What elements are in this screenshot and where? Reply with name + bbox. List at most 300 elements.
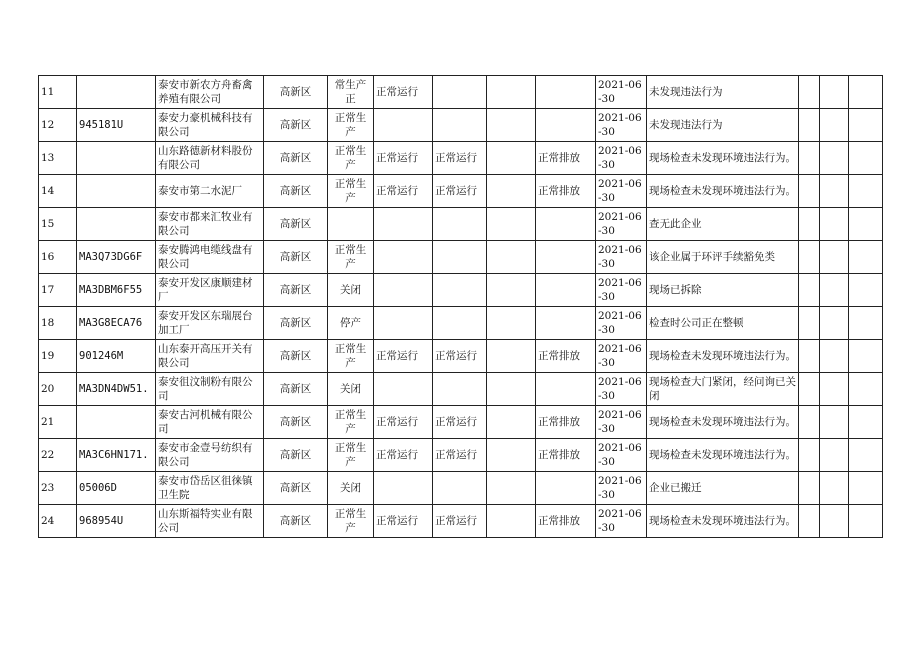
facility-run-cell-2-text: 正常运行: [435, 449, 477, 461]
facility-run-cell-text: 正常运行: [376, 515, 418, 527]
production-state-cell-text: 关闭: [340, 383, 361, 395]
table-row: [39, 307, 883, 340]
facility-run-cell-2-text: 正常运行: [435, 515, 477, 527]
area-cell-text: 高新区: [279, 383, 312, 395]
row-number: [39, 109, 77, 142]
blank-cell: [820, 76, 849, 109]
area-cell-text: 高新区: [279, 251, 312, 263]
credit-code-cell: [77, 76, 156, 109]
facility-run-cell-2: [433, 109, 487, 142]
production-state-cell: [328, 373, 374, 406]
date-cell-text: 2021-06-30: [598, 145, 642, 171]
blank-cell: [799, 142, 820, 175]
emission-cell: [536, 76, 596, 109]
table-row: [39, 76, 883, 109]
area-cell-text: 高新区: [279, 350, 312, 362]
credit-code-cell-text: MA3C6HN171.: [79, 449, 149, 461]
date-cell: [596, 406, 647, 439]
blank-cell: [487, 208, 536, 241]
row-number-text: 20: [41, 383, 55, 395]
production-state-cell: [328, 208, 374, 241]
credit-code-cell-text: MA3DBM6F55: [79, 284, 143, 296]
remark-cell-text: 现场检查未发现环境违法行为。: [649, 449, 796, 461]
blank-cell: [849, 505, 883, 538]
facility-run-cell: [374, 142, 433, 175]
emission-cell: [536, 175, 596, 208]
credit-code-cell: [77, 505, 156, 538]
blank-cell: [487, 472, 536, 505]
production-state-cell-text: 正常生产: [334, 508, 367, 534]
blank-cell: [799, 472, 820, 505]
production-state-cell-text: 正常生产: [334, 343, 367, 369]
credit-code-cell: [77, 274, 156, 307]
date-cell: [596, 175, 647, 208]
date-cell: [596, 109, 647, 142]
facility-run-cell-text: 正常运行: [376, 185, 418, 197]
area-cell-text: 高新区: [279, 317, 312, 329]
emission-cell: [536, 307, 596, 340]
company-name-cell-text: 泰安市都来汇牧业有限公司: [158, 211, 253, 237]
remark-cell: [647, 142, 799, 175]
blank-cell: [849, 373, 883, 406]
facility-run-cell: [374, 439, 433, 472]
facility-run-cell-text: 正常运行: [376, 86, 418, 98]
table-row: [39, 142, 883, 175]
date-cell: [596, 439, 647, 472]
date-cell-text: 2021-06-30: [598, 277, 642, 303]
credit-code-cell-text: MA3Q73DG6F: [79, 251, 143, 263]
table-row: [39, 439, 883, 472]
area-cell: [264, 109, 328, 142]
facility-run-cell-2: [433, 373, 487, 406]
company-name-cell: [156, 175, 264, 208]
date-cell: [596, 472, 647, 505]
row-number-text: 23: [41, 482, 55, 494]
production-state-cell-text: 正常生产: [334, 442, 367, 468]
company-name-cell-text: 山东路德新材料股份有限公司: [158, 145, 253, 171]
blank-cell: [849, 307, 883, 340]
table-body: [39, 76, 883, 538]
blank-cell: [849, 406, 883, 439]
area-cell: [264, 340, 328, 373]
company-name-cell-text: 泰安市金壹号纺织有限公司: [158, 442, 253, 468]
area-cell: [264, 505, 328, 538]
remark-cell-text: 现场检查未发现环境违法行为。: [649, 515, 796, 527]
area-cell-text: 高新区: [279, 152, 312, 164]
blank-cell: [487, 241, 536, 274]
credit-code-cell: [77, 109, 156, 142]
blank-cell: [799, 241, 820, 274]
facility-run-cell-2-text: 正常运行: [435, 416, 477, 428]
area-cell: [264, 208, 328, 241]
row-number: [39, 241, 77, 274]
row-number: [39, 142, 77, 175]
remark-cell-text: 该企业属于环评手续豁免类: [649, 251, 775, 263]
remark-cell: [647, 175, 799, 208]
emission-cell-text: 正常排放: [538, 350, 580, 362]
company-name-cell-text: 泰安市第二水泥厂: [158, 185, 242, 197]
date-cell-text: 2021-06-30: [598, 178, 642, 204]
production-state-cell: [328, 109, 374, 142]
production-state-cell: [328, 175, 374, 208]
credit-code-cell: [77, 406, 156, 439]
production-state-cell: [328, 142, 374, 175]
credit-code-cell: [77, 241, 156, 274]
remark-cell-text: 现场已拆除: [649, 284, 702, 296]
facility-run-cell: [374, 208, 433, 241]
credit-code-cell: [77, 208, 156, 241]
emission-cell-text: 正常排放: [538, 449, 580, 461]
date-cell: [596, 142, 647, 175]
remark-cell-text: 查无此企业: [649, 218, 702, 230]
blank-cell: [487, 340, 536, 373]
row-number: [39, 373, 77, 406]
table-row: [39, 340, 883, 373]
facility-run-cell: [374, 76, 433, 109]
area-cell: [264, 274, 328, 307]
blank-cell: [849, 439, 883, 472]
credit-code-cell-text: MA3G8ECA76: [79, 317, 143, 329]
row-number-text: 19: [41, 350, 55, 362]
blank-cell: [799, 505, 820, 538]
area-cell-text: 高新区: [279, 218, 312, 230]
area-cell: [264, 241, 328, 274]
row-number-text: 11: [41, 86, 55, 98]
company-name-cell: [156, 274, 264, 307]
company-name-cell-text: 泰安市新农方舟畜禽养殖有限公司: [158, 79, 253, 105]
remark-cell-text: 未发现违法行为: [649, 86, 723, 98]
company-name-cell-text: 山东泰开高压开关有限公司: [158, 343, 253, 369]
blank-cell: [487, 274, 536, 307]
row-number-text: 16: [41, 251, 55, 263]
credit-code-cell-text: MA3DN4DW51.: [79, 383, 149, 395]
company-name-cell-text: 泰安开发区康顺建材厂: [158, 277, 253, 303]
date-cell-text: 2021-06-30: [598, 475, 642, 501]
inspection-table: [38, 75, 883, 538]
blank-cell: [849, 241, 883, 274]
blank-cell: [849, 142, 883, 175]
row-number: [39, 307, 77, 340]
blank-cell: [487, 439, 536, 472]
credit-code-cell-text: 968954U: [79, 515, 124, 527]
remark-cell: [647, 241, 799, 274]
row-number: [39, 274, 77, 307]
credit-code-cell-text: 05006D: [79, 482, 117, 494]
row-number: [39, 505, 77, 538]
date-cell-text: 2021-06-30: [598, 442, 642, 468]
facility-run-cell: [374, 175, 433, 208]
blank-cell: [820, 373, 849, 406]
table-row: [39, 406, 883, 439]
credit-code-cell: [77, 307, 156, 340]
company-name-cell-text: 泰安市岱岳区徂徕镇卫生院: [158, 475, 253, 501]
remark-cell: [647, 340, 799, 373]
remark-cell: [647, 76, 799, 109]
blank-cell: [799, 175, 820, 208]
facility-run-cell-2: [433, 241, 487, 274]
blank-cell: [799, 406, 820, 439]
remark-cell: [647, 472, 799, 505]
production-state-cell-text: 关闭: [340, 482, 361, 494]
remark-cell: [647, 274, 799, 307]
area-cell-text: 高新区: [279, 416, 312, 428]
area-cell-text: 高新区: [279, 284, 312, 296]
table-row: [39, 274, 883, 307]
blank-cell: [487, 142, 536, 175]
company-name-cell-text: 泰安徂汶制粉有限公司: [158, 376, 253, 402]
blank-cell: [799, 439, 820, 472]
area-cell-text: 高新区: [279, 482, 312, 494]
area-cell: [264, 373, 328, 406]
company-name-cell: [156, 76, 264, 109]
production-state-cell: [328, 439, 374, 472]
emission-cell-text: 正常排放: [538, 152, 580, 164]
area-cell-text: 高新区: [279, 86, 312, 98]
table-row: [39, 241, 883, 274]
blank-cell: [820, 241, 849, 274]
facility-run-cell: [374, 241, 433, 274]
blank-cell: [799, 340, 820, 373]
date-cell-text: 2021-06-30: [598, 310, 642, 336]
date-cell-text: 2021-06-30: [598, 211, 642, 237]
facility-run-cell-text: 正常运行: [376, 449, 418, 461]
facility-run-cell: [374, 373, 433, 406]
date-cell: [596, 241, 647, 274]
blank-cell: [849, 340, 883, 373]
remark-cell-text: 现场检查大门紧闭，经问询已关闭: [649, 376, 796, 402]
date-cell: [596, 340, 647, 373]
blank-cell: [820, 406, 849, 439]
blank-cell: [820, 472, 849, 505]
blank-cell: [799, 274, 820, 307]
row-number-text: 17: [41, 284, 55, 296]
facility-run-cell-2: [433, 505, 487, 538]
blank-cell: [487, 373, 536, 406]
area-cell: [264, 406, 328, 439]
facility-run-cell: [374, 472, 433, 505]
company-name-cell: [156, 208, 264, 241]
date-cell: [596, 505, 647, 538]
facility-run-cell-2: [433, 274, 487, 307]
table-row: [39, 472, 883, 505]
area-cell: [264, 142, 328, 175]
area-cell-text: 高新区: [279, 119, 312, 131]
remark-cell: [647, 406, 799, 439]
emission-cell: [536, 109, 596, 142]
facility-run-cell-2: [433, 340, 487, 373]
date-cell-text: 2021-06-30: [598, 343, 642, 369]
row-number: [39, 340, 77, 373]
production-state-cell: [328, 472, 374, 505]
facility-run-cell-2: [433, 472, 487, 505]
remark-cell-text: 现场检查未发现环境违法行为。: [649, 185, 796, 197]
blank-cell: [799, 109, 820, 142]
company-name-cell: [156, 142, 264, 175]
area-cell-text: 高新区: [279, 449, 312, 461]
facility-run-cell: [374, 109, 433, 142]
blank-cell: [849, 208, 883, 241]
remark-cell-text: 未发现违法行为: [649, 119, 723, 131]
facility-run-cell-2-text: 正常运行: [435, 185, 477, 197]
emission-cell: [536, 274, 596, 307]
emission-cell: [536, 208, 596, 241]
remark-cell: [647, 307, 799, 340]
production-state-cell: [328, 307, 374, 340]
blank-cell: [849, 175, 883, 208]
blank-cell: [487, 109, 536, 142]
production-state-cell: [328, 505, 374, 538]
blank-cell: [849, 109, 883, 142]
emission-cell: [536, 241, 596, 274]
table-row: [39, 373, 883, 406]
table-row: [39, 175, 883, 208]
company-name-cell: [156, 472, 264, 505]
facility-run-cell: [374, 307, 433, 340]
blank-cell: [820, 142, 849, 175]
company-name-cell-text: 山东斯福特实业有限公司: [158, 508, 253, 534]
production-state-cell-text: 正常生产: [334, 112, 367, 138]
row-number-text: 15: [41, 218, 55, 230]
blank-cell: [799, 208, 820, 241]
production-state-cell-text: 常生产正: [334, 79, 367, 105]
production-state-cell-text: 正常生产: [334, 409, 367, 435]
company-name-cell: [156, 439, 264, 472]
emission-cell: [536, 142, 596, 175]
facility-run-cell-text: 正常运行: [376, 416, 418, 428]
facility-run-cell-2: [433, 439, 487, 472]
company-name-cell: [156, 241, 264, 274]
company-name-cell: [156, 505, 264, 538]
facility-run-cell-2-text: 正常运行: [435, 152, 477, 164]
row-number: [39, 208, 77, 241]
blank-cell: [487, 406, 536, 439]
row-number-text: 12: [41, 119, 55, 131]
production-state-cell: [328, 241, 374, 274]
facility-run-cell-2: [433, 307, 487, 340]
blank-cell: [849, 76, 883, 109]
emission-cell-text: 正常排放: [538, 416, 580, 428]
emission-cell: [536, 505, 596, 538]
table-row: [39, 505, 883, 538]
row-number: [39, 175, 77, 208]
production-state-cell: [328, 406, 374, 439]
emission-cell: [536, 472, 596, 505]
company-name-cell-text: 泰安力豪机械科技有限公司: [158, 112, 253, 138]
blank-cell: [487, 505, 536, 538]
area-cell: [264, 307, 328, 340]
production-state-cell: [328, 76, 374, 109]
date-cell: [596, 274, 647, 307]
remark-cell-text: 检查时公司正在整顿: [649, 317, 744, 329]
date-cell: [596, 373, 647, 406]
row-number-text: 22: [41, 449, 55, 461]
emission-cell: [536, 373, 596, 406]
blank-cell: [799, 76, 820, 109]
facility-run-cell: [374, 505, 433, 538]
remark-cell-text: 现场检查未发现环境违法行为。: [649, 152, 796, 164]
date-cell-text: 2021-06-30: [598, 79, 642, 105]
facility-run-cell-2: [433, 76, 487, 109]
remark-cell: [647, 505, 799, 538]
facility-run-cell-2: [433, 142, 487, 175]
row-number: [39, 439, 77, 472]
remark-cell-text: 企业已搬迁: [649, 482, 702, 494]
credit-code-cell: [77, 439, 156, 472]
production-state-cell-text: 停产: [340, 317, 361, 329]
remark-cell: [647, 109, 799, 142]
remark-cell: [647, 439, 799, 472]
area-cell-text: 高新区: [279, 515, 312, 527]
table-row: [39, 208, 883, 241]
production-state-cell-text: 关闭: [340, 284, 361, 296]
area-cell: [264, 175, 328, 208]
company-name-cell: [156, 307, 264, 340]
blank-cell: [849, 472, 883, 505]
credit-code-cell: [77, 373, 156, 406]
emission-cell: [536, 340, 596, 373]
blank-cell: [487, 307, 536, 340]
row-number-text: 24: [41, 515, 55, 527]
production-state-cell: [328, 340, 374, 373]
area-cell-text: 高新区: [279, 185, 312, 197]
row-number: [39, 76, 77, 109]
emission-cell-text: 正常排放: [538, 515, 580, 527]
blank-cell: [799, 373, 820, 406]
facility-run-cell: [374, 406, 433, 439]
facility-run-cell: [374, 274, 433, 307]
emission-cell: [536, 406, 596, 439]
remark-cell-text: 现场检查未发现环境违法行为。: [649, 350, 796, 362]
area-cell: [264, 76, 328, 109]
row-number-text: 13: [41, 152, 55, 164]
date-cell-text: 2021-06-30: [598, 112, 642, 138]
row-number-text: 18: [41, 317, 55, 329]
row-number: [39, 472, 77, 505]
blank-cell: [820, 175, 849, 208]
emission-cell: [536, 439, 596, 472]
facility-run-cell-2-text: 正常运行: [435, 350, 477, 362]
blank-cell: [820, 439, 849, 472]
remark-cell-text: 现场检查未发现环境违法行为。: [649, 416, 796, 428]
blank-cell: [820, 505, 849, 538]
credit-code-cell: [77, 142, 156, 175]
facility-run-cell-text: 正常运行: [376, 152, 418, 164]
production-state-cell-text: 正常生产: [334, 244, 367, 270]
facility-run-cell: [374, 340, 433, 373]
blank-cell: [820, 307, 849, 340]
facility-run-cell-2: [433, 175, 487, 208]
company-name-cell: [156, 373, 264, 406]
facility-run-cell-text: 正常运行: [376, 350, 418, 362]
blank-cell: [820, 208, 849, 241]
credit-code-cell: [77, 175, 156, 208]
company-name-cell-text: 泰安腾鸿电缆线盘有限公司: [158, 244, 253, 270]
emission-cell-text: 正常排放: [538, 185, 580, 197]
credit-code-cell: [77, 472, 156, 505]
date-cell-text: 2021-06-30: [598, 244, 642, 270]
date-cell-text: 2021-06-30: [598, 508, 642, 534]
company-name-cell: [156, 406, 264, 439]
production-state-cell-text: 正常生产: [334, 145, 367, 171]
credit-code-cell-text: 945181U: [79, 119, 124, 131]
credit-code-cell-text: 901246M: [79, 350, 124, 362]
date-cell: [596, 208, 647, 241]
row-number: [39, 406, 77, 439]
remark-cell: [647, 208, 799, 241]
production-state-cell: [328, 274, 374, 307]
company-name-cell-text: 泰安开发区东瑞展台加工厂: [158, 310, 253, 336]
blank-cell: [820, 274, 849, 307]
